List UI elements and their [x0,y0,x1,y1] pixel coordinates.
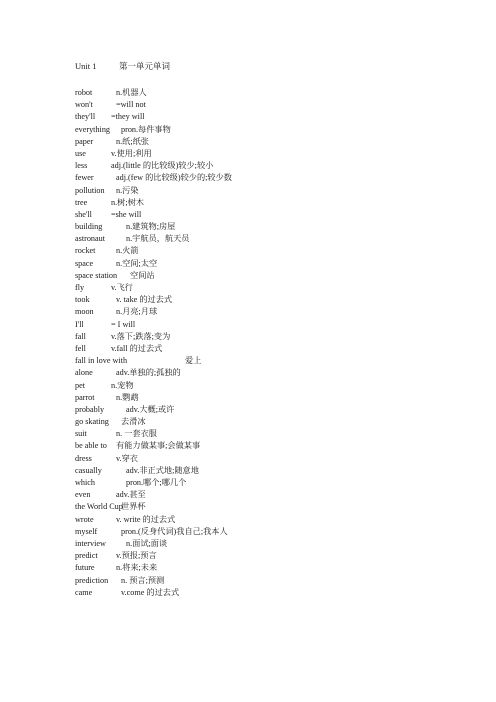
vocab-word: fall in love with [75,356,128,366]
vocab-word: parrot [75,392,95,402]
vocab-meaning: =will not [116,100,146,110]
vocab-word: suit [75,429,87,439]
vocab-word: fall [75,331,86,341]
vocab-meaning: n.建筑物;房屋 [126,222,176,232]
vocab-meaning: adv.大概;或许 [126,404,175,414]
vocab-meaning: 空间站 [130,270,155,280]
vocab-meaning: v.使用;利用 [111,148,152,158]
vocab-meaning: 爱上 [185,356,202,366]
vocab-meaning: v.come 的过去式 [121,587,180,597]
vocab-word: prediction [75,575,109,585]
vocab-meaning: pron.每件事物 [121,124,171,134]
vocab-meaning: adj.(few 的比较级)较少的;较少数 [116,173,232,183]
vocab-meaning: adv.单独的;孤独的 [116,368,181,378]
vocab-meaning: n. 一套衣服 [116,429,157,439]
vocab-meaning: v. take 的过去式 [116,295,173,305]
vocab-meaning: adv.非正式地;随意地 [126,465,199,475]
vocab-meaning: n.纸;纸张 [116,136,149,146]
vocab-meaning: n.将来;未来 [116,563,158,573]
vocab-word: use [75,148,86,158]
vocab-word: wrote [75,514,94,524]
vocab-word: myself [75,526,98,536]
vocab-meaning: n.空间;太空 [116,258,158,268]
vocab-word: interview [75,538,106,548]
vocab-meaning: 有能力做某事;会做某事 [116,441,201,451]
vocab-word: space station [75,270,118,280]
vocab-word: less [75,161,88,171]
vocab-word: paper [75,136,94,146]
vocab-word: took [75,295,90,305]
vocab-word: casually [75,465,102,475]
vocab-word: alone [75,368,93,378]
vocab-meaning: 去滑冰 [121,417,146,427]
vocab-word: astronaut [75,234,106,244]
vocab-word: pet [75,380,86,390]
vocab-word: fell [75,343,86,353]
page-title [75,61,170,72]
vocab-word: future [75,563,95,573]
vocab-word: robot [75,88,93,97]
unit-heading: 第一单元单词 [119,61,171,71]
vocab-meaning: pron.(反身代词)我自己;我本人 [121,526,228,536]
vocab-word: won't [75,100,93,110]
vocab-meaning: n.月亮;月球 [116,307,158,317]
vocab-word: everything [75,124,111,134]
vocab-word: be able to [75,441,107,451]
vocab-meaning: n.污染 [116,185,139,195]
vocab-word: she'll [75,209,92,219]
vocab-word: the World Cup [75,502,123,512]
vocab-meaning: n.宇航员，航天员 [126,234,190,244]
vocab-meaning: adv.甚至 [116,490,146,500]
vocab-word: fly [75,283,85,292]
vocab-meaning: n.机器人 [116,88,147,97]
vocab-meaning: n.鹦鹉 [116,392,139,402]
vocab-word: came [75,587,93,597]
vocab-word: space [75,258,94,268]
vocab-word: tree [75,197,88,207]
vocab-word: pollution [75,185,105,195]
vocab-meaning: =they will [111,112,145,122]
vocab-word: rocket [75,246,96,256]
vocab-word: probably [75,404,105,414]
vocab-meaning: v.fall 的过去式 [111,343,163,353]
vocab-meaning: = I will [111,319,136,329]
vocab-word: I'll [75,319,84,329]
vocab-meaning: v. write 的过去式 [116,514,176,524]
vocab-meaning: =she will [111,209,142,219]
vocab-meaning: v.落下;跌落;变为 [111,331,171,341]
vocab-meaning: 世界杯 [121,502,146,512]
vocab-meaning: v.预报;预言 [116,551,157,561]
vocab-word: dress [75,453,92,463]
vocab-word: go skating [75,417,109,427]
vocab-meaning: n.宠物 [111,380,134,390]
vocab-word: building [75,222,103,232]
vocab-word: they'll [75,112,96,122]
vocab-meaning: n.火箭 [116,246,139,256]
vocab-word: even [75,490,91,500]
vocab-meaning: n.面试;面谈 [126,538,168,548]
vocab-meaning: v.飞行 [111,283,133,292]
vocab-word: moon [75,307,94,317]
unit-label: Unit 1 [75,61,97,71]
vocab-meaning: n.树;树木 [111,197,144,207]
vocab-meaning: adj.(little 的比较级)较少;较小 [111,161,214,171]
vocab-meaning: v.穿衣 [116,453,138,463]
vocab-word: predict [75,551,98,561]
vocab-word: which [75,478,96,487]
vocab-meaning: n. 预言;预测 [121,575,165,585]
vocab-word: fewer [75,173,94,183]
vocab-meaning: pron.哪个;哪几个 [126,478,187,487]
